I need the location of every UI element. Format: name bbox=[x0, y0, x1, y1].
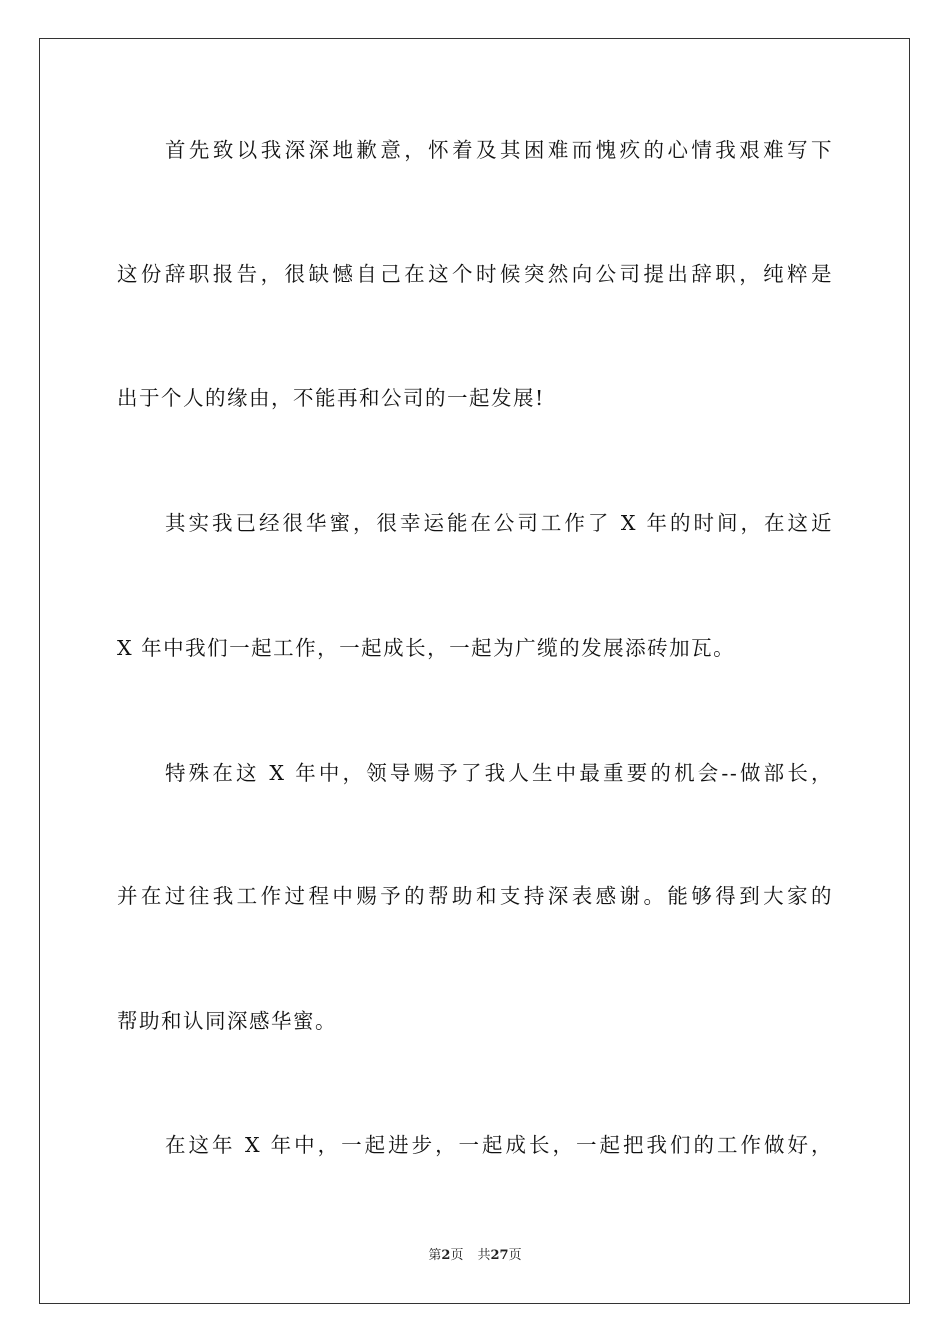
paragraph-1-line-2: 这份辞职报告，很缺憾自己在这个时候突然向公司提出辞职，纯粹是 bbox=[117, 262, 833, 286]
footer-page-total: 27 bbox=[490, 1248, 509, 1263]
page-footer bbox=[0, 1248, 950, 1264]
paragraph-4-line-1: 在这年 X 年中，一起进步，一起成长，一起把我们的工作做好， bbox=[165, 1133, 833, 1157]
paragraph-3-line-1: 特殊在这 X 年中，领导赐予了我人生中最重要的机会--做部长， bbox=[165, 761, 833, 785]
paragraph-2-line-1: 其实我已经很华蜜，很幸运能在公司工作了 X 年的时间，在这近 bbox=[165, 511, 833, 535]
page-border bbox=[39, 38, 910, 1304]
paragraph-3-line-2: 并在过往我工作过程中赐予的帮助和支持深表感谢。能够得到大家的 bbox=[117, 884, 833, 908]
paragraph-3-line-3: 帮助和认同深感华蜜。 bbox=[117, 1009, 337, 1033]
footer-page-prefix: 第 bbox=[428, 1248, 442, 1263]
footer-total-prefix: 共 bbox=[477, 1248, 491, 1263]
footer-total-suffix: 页 bbox=[508, 1248, 522, 1263]
footer-page-current: 2 bbox=[441, 1248, 451, 1263]
paragraph-1-line-1: 首先致以我深深地歉意，怀着及其困难而愧疚的心情我艰难写下 bbox=[165, 138, 833, 162]
paragraph-2-line-2: X 年中我们一起工作，一起成长，一起为广缆的发展添砖加瓦。 bbox=[117, 636, 736, 660]
footer-page-suffix: 页 bbox=[450, 1248, 464, 1263]
paragraph-1-line-3: 出于个人的缘由，不能再和公司的一起发展! bbox=[117, 386, 545, 410]
